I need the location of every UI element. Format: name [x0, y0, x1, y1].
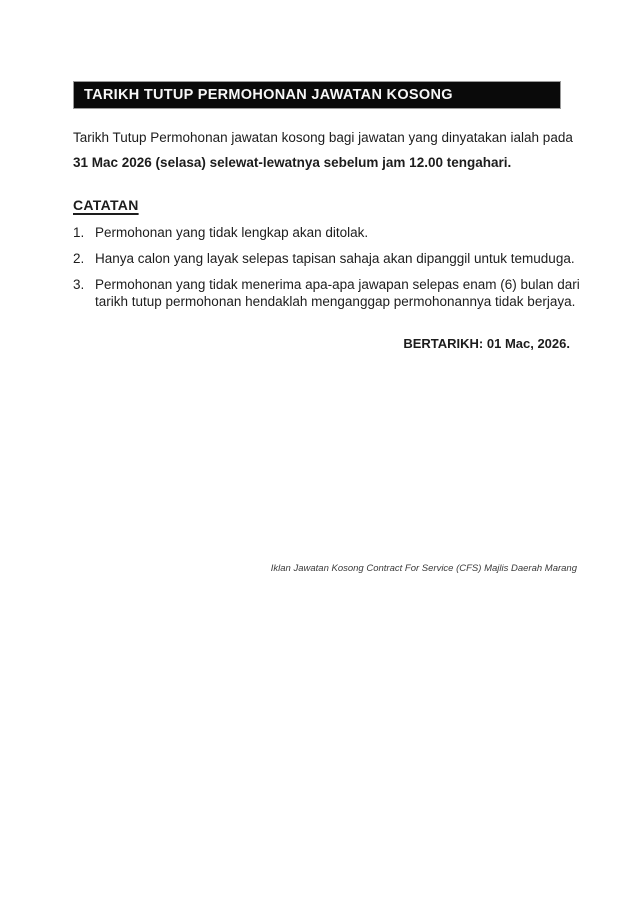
intro-line-2: 31 Mac 2026 (selasa) selewat-lewatnya sebelum jam 12.00 tengahari.	[73, 155, 512, 170]
list-item-number: 3.	[73, 277, 85, 292]
header-bar	[73, 81, 561, 109]
list-item-line: Hanya calon yang layak selepas tapisan sahaja akan dipanggil untuk temuduga.	[95, 251, 575, 266]
list-item-text	[95, 224, 570, 241]
list-item	[73, 250, 575, 267]
list-item-line: Permohonan yang tidak menerima apa-apa jawapan selepas enam (6) bulan dari	[95, 277, 580, 292]
list-item-number: 2.	[73, 251, 85, 266]
list-item-line: tarikh tutup permohonan hendaklah menganggap permohonannya tidak berjaya.	[95, 294, 576, 309]
list-item-line: Permohonan yang tidak lengkap akan ditolak.	[95, 225, 369, 240]
list-item-text	[95, 250, 575, 267]
footer-note: Iklan Jawatan Kosong Contract For Service (CFS) Majlis Daerah Marang	[270, 563, 577, 574]
page-title: TARIKH TUTUP PERMOHONAN JAWATAN KOSONG	[84, 87, 453, 103]
list-item-text	[95, 276, 580, 310]
list-item	[73, 224, 570, 241]
intro-paragraph	[73, 125, 573, 175]
intro-line-1: Tarikh Tutup Permohonan jawatan kosong bagi jawatan yang dinyatakan ialah pada	[73, 130, 573, 145]
notes-heading: CATATAN	[73, 197, 139, 213]
list-item	[73, 276, 580, 310]
dated-line: BERTARIKH: 01 Mac, 2026.	[403, 336, 570, 351]
notes-list	[73, 224, 580, 310]
list-item-number: 1.	[73, 225, 85, 240]
